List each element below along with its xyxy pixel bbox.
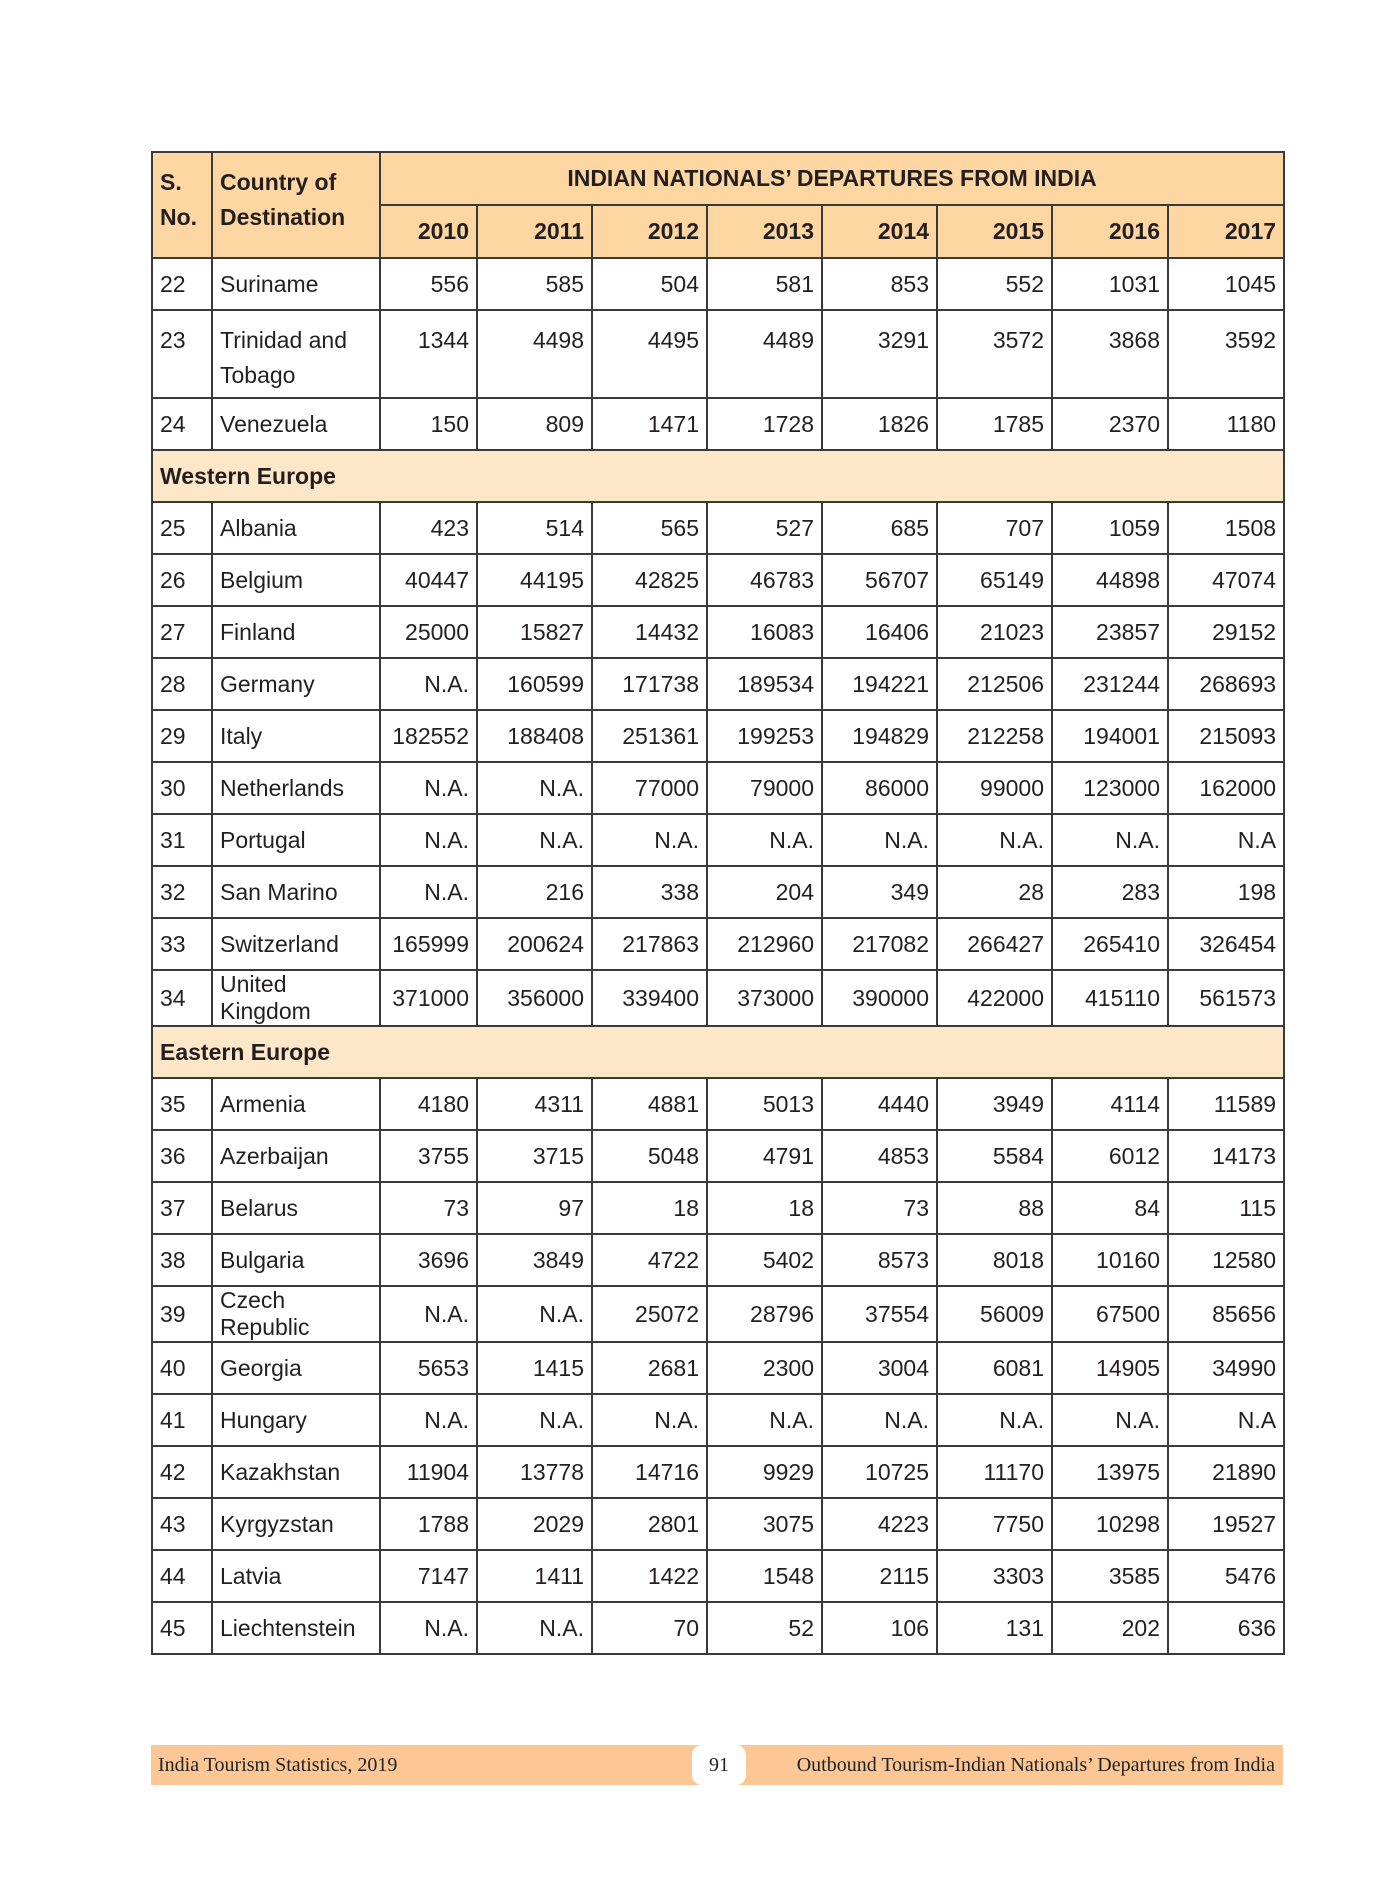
cell-value-2012: 4722 <box>592 1234 707 1286</box>
cell-value-2010: 3755 <box>380 1130 477 1182</box>
cell-value-2015: 56009 <box>937 1286 1052 1342</box>
cell-value-2016: 265410 <box>1052 918 1168 970</box>
cell-sno: 34 <box>152 970 212 1026</box>
cell-country: Azerbaijan <box>212 1130 380 1182</box>
cell-value-2015: 6081 <box>937 1342 1052 1394</box>
table-row <box>152 258 1284 310</box>
cell-value-2012: 5048 <box>592 1130 707 1182</box>
cell-value-2011: 356000 <box>477 970 592 1026</box>
cell-value-2011: N.A. <box>477 1602 592 1654</box>
cell-country: Finland <box>212 606 380 658</box>
cell-value-2017: N.A <box>1168 814 1284 866</box>
cell-value-2015: 212258 <box>937 710 1052 762</box>
cell-country: Belarus <box>212 1182 380 1234</box>
cell-value-2012: 565 <box>592 502 707 554</box>
cell-value-2013: 46783 <box>707 554 822 606</box>
cell-value-2014: 4223 <box>822 1498 937 1550</box>
header-year-2011: 2011 <box>477 205 592 258</box>
footer-publication: India Tourism Statistics, 2019 <box>158 1754 398 1776</box>
cell-value-2013: 18 <box>707 1182 822 1234</box>
header-sno: S. No. <box>152 152 212 258</box>
cell-value-2014: N.A. <box>822 1394 937 1446</box>
cell-value-2015: 212506 <box>937 658 1052 710</box>
cell-value-2013: 2300 <box>707 1342 822 1394</box>
cell-country: United Kingdom <box>212 970 380 1026</box>
cell-country: Czech Republic <box>212 1286 380 1342</box>
table-row <box>152 1286 1284 1342</box>
table-row <box>152 1342 1284 1394</box>
cell-value-2017: 21890 <box>1168 1446 1284 1498</box>
cell-value-2016: N.A. <box>1052 1394 1168 1446</box>
cell-sno: 39 <box>152 1286 212 1342</box>
cell-value-2016: 44898 <box>1052 554 1168 606</box>
cell-sno: 24 <box>152 398 212 450</box>
cell-value-2015: N.A. <box>937 814 1052 866</box>
cell-country: Hungary <box>212 1394 380 1446</box>
cell-value-2015: 266427 <box>937 918 1052 970</box>
cell-sno: 30 <box>152 762 212 814</box>
cell-value-2015: 3572 <box>937 310 1052 398</box>
cell-value-2010: 5653 <box>380 1342 477 1394</box>
cell-value-2013: 1548 <box>707 1550 822 1602</box>
cell-value-2010: 182552 <box>380 710 477 762</box>
cell-country: Portugal <box>212 814 380 866</box>
cell-country: Italy <box>212 710 380 762</box>
cell-country: Trinidad and Tobago <box>212 310 380 398</box>
cell-sno: 22 <box>152 258 212 310</box>
cell-value-2015: 99000 <box>937 762 1052 814</box>
cell-value-2010: N.A. <box>380 762 477 814</box>
cell-sno: 35 <box>152 1078 212 1130</box>
cell-value-2012: 338 <box>592 866 707 918</box>
cell-value-2011: N.A. <box>477 1286 592 1342</box>
cell-value-2013: N.A. <box>707 814 822 866</box>
cell-value-2012: 70 <box>592 1602 707 1654</box>
cell-sno: 32 <box>152 866 212 918</box>
cell-value-2013: 52 <box>707 1602 822 1654</box>
cell-value-2011: N.A. <box>477 1394 592 1446</box>
cell-country: Switzerland <box>212 918 380 970</box>
cell-value-2017: 326454 <box>1168 918 1284 970</box>
cell-value-2012: 14716 <box>592 1446 707 1498</box>
cell-value-2017: 34990 <box>1168 1342 1284 1394</box>
cell-value-2011: 13778 <box>477 1446 592 1498</box>
cell-value-2013: 204 <box>707 866 822 918</box>
cell-country: Albania <box>212 502 380 554</box>
cell-value-2016: 283 <box>1052 866 1168 918</box>
table-row <box>152 1078 1284 1130</box>
table-row <box>152 606 1284 658</box>
cell-value-2013: 79000 <box>707 762 822 814</box>
table-row <box>152 1498 1284 1550</box>
cell-value-2014: 194221 <box>822 658 937 710</box>
cell-value-2011: 15827 <box>477 606 592 658</box>
cell-value-2016: 6012 <box>1052 1130 1168 1182</box>
cell-sno: 40 <box>152 1342 212 1394</box>
cell-country: San Marino <box>212 866 380 918</box>
cell-value-2012: 4881 <box>592 1078 707 1130</box>
cell-value-2012: N.A. <box>592 814 707 866</box>
cell-value-2015: 131 <box>937 1602 1052 1654</box>
cell-value-2014: 1826 <box>822 398 937 450</box>
cell-value-2014: 853 <box>822 258 937 310</box>
cell-value-2014: 3004 <box>822 1342 937 1394</box>
cell-value-2016: 67500 <box>1052 1286 1168 1342</box>
cell-value-2017: 19527 <box>1168 1498 1284 1550</box>
table-row <box>152 970 1284 1026</box>
cell-value-2010: 73 <box>380 1182 477 1234</box>
cell-value-2017: 1045 <box>1168 258 1284 310</box>
cell-value-2016: 23857 <box>1052 606 1168 658</box>
table-row <box>152 310 1284 398</box>
header-year-2010: 2010 <box>380 205 477 258</box>
cell-value-2014: 194829 <box>822 710 937 762</box>
cell-value-2013: 4791 <box>707 1130 822 1182</box>
cell-value-2015: N.A. <box>937 1394 1052 1446</box>
cell-value-2014: 2115 <box>822 1550 937 1602</box>
cell-value-2010: 150 <box>380 398 477 450</box>
header-group-title: INDIAN NATIONALS’ DEPARTURES FROM INDIA <box>380 152 1284 205</box>
cell-value-2011: 809 <box>477 398 592 450</box>
section-label: Eastern Europe <box>152 1026 1284 1078</box>
cell-value-2011: 3715 <box>477 1130 592 1182</box>
cell-sno: 31 <box>152 814 212 866</box>
cell-country: Netherlands <box>212 762 380 814</box>
cell-value-2012: 251361 <box>592 710 707 762</box>
cell-value-2011: N.A. <box>477 762 592 814</box>
cell-value-2017: N.A <box>1168 1394 1284 1446</box>
cell-value-2010: 4180 <box>380 1078 477 1130</box>
cell-value-2017: 85656 <box>1168 1286 1284 1342</box>
cell-value-2014: 8573 <box>822 1234 937 1286</box>
cell-value-2010: 1344 <box>380 310 477 398</box>
cell-country: Kazakhstan <box>212 1446 380 1498</box>
cell-sno: 45 <box>152 1602 212 1654</box>
cell-value-2014: 390000 <box>822 970 937 1026</box>
cell-value-2011: 2029 <box>477 1498 592 1550</box>
cell-country: Belgium <box>212 554 380 606</box>
cell-value-2016: 14905 <box>1052 1342 1168 1394</box>
cell-value-2014: 37554 <box>822 1286 937 1342</box>
cell-value-2011: 44195 <box>477 554 592 606</box>
cell-value-2015: 7750 <box>937 1498 1052 1550</box>
cell-value-2010: 40447 <box>380 554 477 606</box>
cell-value-2011: 216 <box>477 866 592 918</box>
cell-value-2016: 2370 <box>1052 398 1168 450</box>
table-row <box>152 1234 1284 1286</box>
header-country: Country of Destination <box>212 152 380 258</box>
cell-value-2016: 1031 <box>1052 258 1168 310</box>
cell-value-2013: 28796 <box>707 1286 822 1342</box>
cell-value-2014: 4440 <box>822 1078 937 1130</box>
cell-value-2014: 106 <box>822 1602 937 1654</box>
cell-value-2016: 202 <box>1052 1602 1168 1654</box>
cell-value-2010: 7147 <box>380 1550 477 1602</box>
cell-value-2010: N.A. <box>380 866 477 918</box>
page-number: 91 <box>692 1745 746 1785</box>
cell-value-2015: 11170 <box>937 1446 1052 1498</box>
cell-value-2013: 5013 <box>707 1078 822 1130</box>
header-year-2012: 2012 <box>592 205 707 258</box>
cell-value-2012: 18 <box>592 1182 707 1234</box>
table-row <box>152 502 1284 554</box>
cell-country: Latvia <box>212 1550 380 1602</box>
cell-sno: 27 <box>152 606 212 658</box>
table-row <box>152 814 1284 866</box>
cell-sno: 42 <box>152 1446 212 1498</box>
cell-value-2013: 527 <box>707 502 822 554</box>
cell-value-2014: 86000 <box>822 762 937 814</box>
cell-value-2010: 3696 <box>380 1234 477 1286</box>
cell-value-2011: 4498 <box>477 310 592 398</box>
cell-value-2010: 371000 <box>380 970 477 1026</box>
cell-sno: 37 <box>152 1182 212 1234</box>
cell-value-2017: 14173 <box>1168 1130 1284 1182</box>
cell-sno: 29 <box>152 710 212 762</box>
cell-value-2013: 9929 <box>707 1446 822 1498</box>
cell-value-2013: 581 <box>707 258 822 310</box>
cell-value-2010: 25000 <box>380 606 477 658</box>
cell-sno: 38 <box>152 1234 212 1286</box>
cell-value-2010: 1788 <box>380 1498 477 1550</box>
cell-value-2011: 1415 <box>477 1342 592 1394</box>
cell-value-2012: 25072 <box>592 1286 707 1342</box>
cell-value-2010: N.A. <box>380 814 477 866</box>
cell-value-2013: 5402 <box>707 1234 822 1286</box>
cell-value-2017: 115 <box>1168 1182 1284 1234</box>
cell-value-2017: 3592 <box>1168 310 1284 398</box>
cell-value-2010: N.A. <box>380 658 477 710</box>
cell-value-2014: 10725 <box>822 1446 937 1498</box>
cell-value-2015: 3303 <box>937 1550 1052 1602</box>
table-row <box>152 658 1284 710</box>
cell-value-2017: 215093 <box>1168 710 1284 762</box>
cell-value-2017: 1508 <box>1168 502 1284 554</box>
cell-value-2010: N.A. <box>380 1394 477 1446</box>
cell-value-2016: 10298 <box>1052 1498 1168 1550</box>
header-year-2015: 2015 <box>937 205 1052 258</box>
cell-sno: 43 <box>152 1498 212 1550</box>
cell-value-2012: 77000 <box>592 762 707 814</box>
table-row <box>152 1130 1284 1182</box>
table-body <box>152 258 1284 1654</box>
cell-country: Kyrgyzstan <box>212 1498 380 1550</box>
cell-value-2016: 10160 <box>1052 1234 1168 1286</box>
cell-value-2013: 373000 <box>707 970 822 1026</box>
section-row <box>152 450 1284 502</box>
cell-sno: 36 <box>152 1130 212 1182</box>
cell-value-2015: 3949 <box>937 1078 1052 1130</box>
cell-value-2015: 28 <box>937 866 1052 918</box>
cell-value-2011: 97 <box>477 1182 592 1234</box>
cell-value-2017: 47074 <box>1168 554 1284 606</box>
cell-sno: 33 <box>152 918 212 970</box>
cell-value-2011: 514 <box>477 502 592 554</box>
cell-value-2013: 212960 <box>707 918 822 970</box>
cell-country: Bulgaria <box>212 1234 380 1286</box>
cell-value-2013: N.A. <box>707 1394 822 1446</box>
cell-value-2017: 29152 <box>1168 606 1284 658</box>
table-row <box>152 1602 1284 1654</box>
cell-value-2014: 16406 <box>822 606 937 658</box>
header-year-2017: 2017 <box>1168 205 1284 258</box>
cell-value-2014: 349 <box>822 866 937 918</box>
cell-value-2011: 160599 <box>477 658 592 710</box>
cell-value-2013: 199253 <box>707 710 822 762</box>
table-row <box>152 866 1284 918</box>
cell-value-2014: 217082 <box>822 918 937 970</box>
cell-value-2011: 1411 <box>477 1550 592 1602</box>
header-year-2014: 2014 <box>822 205 937 258</box>
cell-value-2016: 1059 <box>1052 502 1168 554</box>
cell-country: Germany <box>212 658 380 710</box>
cell-value-2011: 585 <box>477 258 592 310</box>
header-year-2013: 2013 <box>707 205 822 258</box>
table-row <box>152 554 1284 606</box>
cell-value-2017: 162000 <box>1168 762 1284 814</box>
footer-chapter-title: Outbound Tourism-Indian Nationals’ Departures from India <box>796 1754 1275 1776</box>
cell-value-2010: N.A. <box>380 1286 477 1342</box>
cell-value-2010: 556 <box>380 258 477 310</box>
cell-value-2010: 423 <box>380 502 477 554</box>
cell-value-2014: 685 <box>822 502 937 554</box>
cell-value-2016: 231244 <box>1052 658 1168 710</box>
cell-value-2016: 123000 <box>1052 762 1168 814</box>
cell-value-2017: 636 <box>1168 1602 1284 1654</box>
cell-value-2010: 11904 <box>380 1446 477 1498</box>
cell-value-2017: 11589 <box>1168 1078 1284 1130</box>
table-row <box>152 1550 1284 1602</box>
cell-value-2011: 188408 <box>477 710 592 762</box>
cell-sno: 26 <box>152 554 212 606</box>
cell-country: Liechtenstein <box>212 1602 380 1654</box>
cell-value-2012: 2801 <box>592 1498 707 1550</box>
cell-value-2015: 552 <box>937 258 1052 310</box>
cell-value-2012: 2681 <box>592 1342 707 1394</box>
cell-value-2017: 5476 <box>1168 1550 1284 1602</box>
table-row <box>152 918 1284 970</box>
cell-value-2016: 4114 <box>1052 1078 1168 1130</box>
cell-value-2011: 4311 <box>477 1078 592 1130</box>
cell-value-2015: 65149 <box>937 554 1052 606</box>
cell-value-2015: 707 <box>937 502 1052 554</box>
cell-country: Venezuela <box>212 398 380 450</box>
cell-value-2017: 12580 <box>1168 1234 1284 1286</box>
cell-value-2017: 1180 <box>1168 398 1284 450</box>
cell-value-2016: N.A. <box>1052 814 1168 866</box>
cell-value-2011: 200624 <box>477 918 592 970</box>
cell-value-2013: 3075 <box>707 1498 822 1550</box>
table-row <box>152 710 1284 762</box>
cell-value-2015: 21023 <box>937 606 1052 658</box>
cell-value-2014: 4853 <box>822 1130 937 1182</box>
header-year-2016: 2016 <box>1052 205 1168 258</box>
cell-value-2015: 5584 <box>937 1130 1052 1182</box>
cell-value-2010: 165999 <box>380 918 477 970</box>
cell-value-2014: 56707 <box>822 554 937 606</box>
cell-country: Georgia <box>212 1342 380 1394</box>
cell-value-2012: 4495 <box>592 310 707 398</box>
cell-value-2016: 84 <box>1052 1182 1168 1234</box>
cell-value-2017: 198 <box>1168 866 1284 918</box>
cell-value-2015: 88 <box>937 1182 1052 1234</box>
cell-value-2016: 13975 <box>1052 1446 1168 1498</box>
cell-value-2015: 1785 <box>937 398 1052 450</box>
table-row <box>152 762 1284 814</box>
table-header <box>152 152 1284 258</box>
cell-sno: 25 <box>152 502 212 554</box>
cell-value-2016: 3585 <box>1052 1550 1168 1602</box>
cell-value-2012: N.A. <box>592 1394 707 1446</box>
cell-value-2011: 3849 <box>477 1234 592 1286</box>
cell-value-2015: 8018 <box>937 1234 1052 1286</box>
cell-value-2012: 1471 <box>592 398 707 450</box>
table-row <box>152 1394 1284 1446</box>
cell-value-2015: 422000 <box>937 970 1052 1026</box>
cell-value-2013: 16083 <box>707 606 822 658</box>
table-row <box>152 398 1284 450</box>
cell-sno: 41 <box>152 1394 212 1446</box>
cell-value-2014: 73 <box>822 1182 937 1234</box>
cell-country: Suriname <box>212 258 380 310</box>
cell-value-2016: 415110 <box>1052 970 1168 1026</box>
cell-value-2013: 189534 <box>707 658 822 710</box>
cell-value-2012: 217863 <box>592 918 707 970</box>
cell-value-2013: 4489 <box>707 310 822 398</box>
cell-country: Armenia <box>212 1078 380 1130</box>
cell-sno: 28 <box>152 658 212 710</box>
cell-value-2010: N.A. <box>380 1602 477 1654</box>
cell-value-2012: 171738 <box>592 658 707 710</box>
section-row <box>152 1026 1284 1078</box>
cell-value-2011: N.A. <box>477 814 592 866</box>
cell-value-2012: 42825 <box>592 554 707 606</box>
cell-value-2013: 1728 <box>707 398 822 450</box>
departures-table <box>151 151 1285 1655</box>
cell-value-2014: N.A. <box>822 814 937 866</box>
cell-value-2017: 561573 <box>1168 970 1284 1026</box>
cell-sno: 44 <box>152 1550 212 1602</box>
cell-value-2012: 14432 <box>592 606 707 658</box>
cell-value-2014: 3291 <box>822 310 937 398</box>
table-row <box>152 1446 1284 1498</box>
table-row <box>152 1182 1284 1234</box>
cell-value-2012: 504 <box>592 258 707 310</box>
cell-value-2016: 194001 <box>1052 710 1168 762</box>
section-label: Western Europe <box>152 450 1284 502</box>
page-footer <box>151 1745 1283 1785</box>
cell-value-2016: 3868 <box>1052 310 1168 398</box>
cell-value-2017: 268693 <box>1168 658 1284 710</box>
cell-value-2012: 339400 <box>592 970 707 1026</box>
cell-sno: 23 <box>152 310 212 398</box>
cell-value-2012: 1422 <box>592 1550 707 1602</box>
